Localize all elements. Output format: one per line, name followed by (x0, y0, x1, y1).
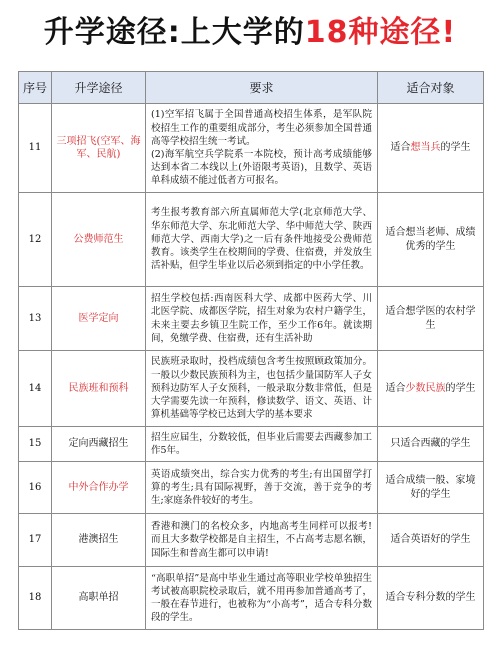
row-number: 12 (19, 193, 52, 287)
row-target (378, 351, 484, 427)
target-text-pre: 适合 (390, 142, 411, 154)
header-path: 升学途径 (52, 72, 146, 104)
table-row (19, 104, 484, 193)
row-target (378, 514, 484, 567)
requirement-paragraph: (2)海军航空兵学院系一本院校，预计高考成绩能够达到本省二本线以上(外语限考英语)，且数学、英语单科成绩不能过低者方可报名。 (151, 149, 372, 187)
row-requirement (146, 287, 378, 351)
row-target (378, 287, 484, 351)
requirement-paragraph: 招生学校包括:西南医科大学、成都中医药大学、川北医学院、成都医学院，招生对象为农村户籍学生，未来主要去乡镇卫生院工作，至少工作6年。就读期间，免缴学费、住宿费，还有生活补助 (151, 293, 372, 344)
target-text-post: 的学生 (445, 382, 476, 394)
target-text-post: 的学生 (440, 142, 471, 154)
requirement-paragraph: “高职单招”是高中毕业生通过高等职业学校单独招生考试被高职院校录取后，就不用再参加普通高考了，一般在春节进行，也被称为“小高考”，适合专科分数段的学生。 (151, 572, 372, 624)
target-text-pre: 适合想学医的农村学生 (385, 306, 476, 331)
row-number: 13 (19, 287, 52, 351)
row-requirement (146, 567, 378, 630)
row-number: 17 (19, 514, 52, 567)
requirement-text (151, 520, 372, 560)
requirement-paragraph: (1)空军招飞属于全国普通高校招生体系，是军队院校招生工作的重要组成部分，考生必须参加全国普通高等学校招生统一考试。 (151, 109, 372, 147)
requirement-paragraph: 民族班录取时，投档成绩包含考生按照顾政策加分。一般以少数民族预科为主，也包括少量国防军人子女预科边防军人子女预科，一般录取分数非常低，但是大学需要先读一年预科，修读数学、语文、英语、计算机基础等学校已达到大学的基本要求 (151, 356, 372, 421)
admission-paths-table (18, 71, 484, 630)
row-number: 16 (19, 462, 52, 514)
row-number: 14 (19, 351, 52, 427)
row-target (378, 567, 484, 630)
requirement-text (151, 206, 372, 272)
row-path: 中外合作办学 (52, 462, 146, 514)
requirement-text (151, 572, 372, 625)
row-requirement (146, 462, 378, 514)
row-requirement (146, 514, 378, 567)
row-path: 公费师范生 (52, 193, 146, 287)
row-number: 18 (19, 567, 52, 630)
header-target: 适合对象 (378, 72, 484, 104)
header-num: 序号 (19, 72, 52, 104)
row-number: 15 (19, 427, 52, 462)
target-text-pre: 适合 (385, 382, 406, 394)
requirement-paragraph: 英语成绩突出，综合实力优秀的考生;有出国留学打算的考生;具有国际视野，善于交流，善于竞争的考生;家庭条件较好的考生。 (151, 468, 372, 507)
row-target (378, 427, 484, 462)
requirement-text (151, 108, 372, 187)
table-row (19, 287, 484, 351)
table-row (19, 462, 484, 514)
title-part1: 升学途径:上大学的 (43, 15, 305, 50)
requirement-text (151, 468, 372, 508)
requirement-text (151, 431, 372, 457)
title-part2: 18种途径! (304, 15, 457, 50)
row-path: 民族班和预科 (52, 351, 146, 427)
row-path: 港澳招生 (52, 514, 146, 567)
row-requirement (146, 104, 378, 193)
requirement-paragraph: 招生应届生，分数较低，但毕业后需要去西藏参加工作5年。 (151, 431, 372, 456)
table-row (19, 514, 484, 567)
target-text-pre: 适合想当老师、成绩优秀的学生 (385, 227, 476, 252)
table-header-row (19, 72, 484, 104)
target-text-pre: 只适合西藏的学生 (390, 438, 471, 450)
row-requirement (146, 351, 378, 427)
table-row (19, 351, 484, 427)
row-path: 医学定向 (52, 287, 146, 351)
row-number: 11 (19, 104, 52, 193)
row-target (378, 193, 484, 287)
table-row (19, 193, 484, 287)
header-req: 要求 (146, 72, 378, 104)
row-target (378, 462, 484, 514)
table-body (19, 104, 484, 630)
requirement-paragraph: 考生报考教育部六所直属师范大学(北京师范大学、华东师范大学、东北师范大学、华中师范大学、陕西师范大学、西南大学)之一后有条件地接受公费师范教育。该类学生在校期间的学费、住宿费，并发放生活补贴，但学生毕业以后必须到指定的中小学任教。 (151, 207, 372, 272)
table-row (19, 567, 484, 630)
target-text-pre: 适合成绩一般、家境好的学生 (385, 475, 476, 500)
requirement-text (151, 292, 372, 345)
table-row (19, 427, 484, 462)
requirement-text (151, 355, 372, 421)
row-requirement (146, 193, 378, 287)
row-requirement (146, 427, 378, 462)
page-title (0, 0, 500, 58)
row-path: 定向西藏招生 (52, 427, 146, 462)
target-text-pre: 适合英语好的学生 (390, 534, 471, 546)
row-target (378, 104, 484, 193)
row-path: 高职单招 (52, 567, 146, 630)
row-path: 三项招飞(空军、海军、民航) (52, 104, 146, 193)
target-text-pre: 适合专科分数的学生 (385, 592, 476, 604)
requirement-paragraph: 香港和澳门的名校众多，内地高考生同样可以报考!而且大多数学校都是自主招生，不占高考志愿名额，国际生和普高生都可以申请! (151, 521, 372, 559)
target-highlight: 想当兵 (410, 142, 441, 154)
target-highlight: 少数民族 (405, 382, 446, 394)
